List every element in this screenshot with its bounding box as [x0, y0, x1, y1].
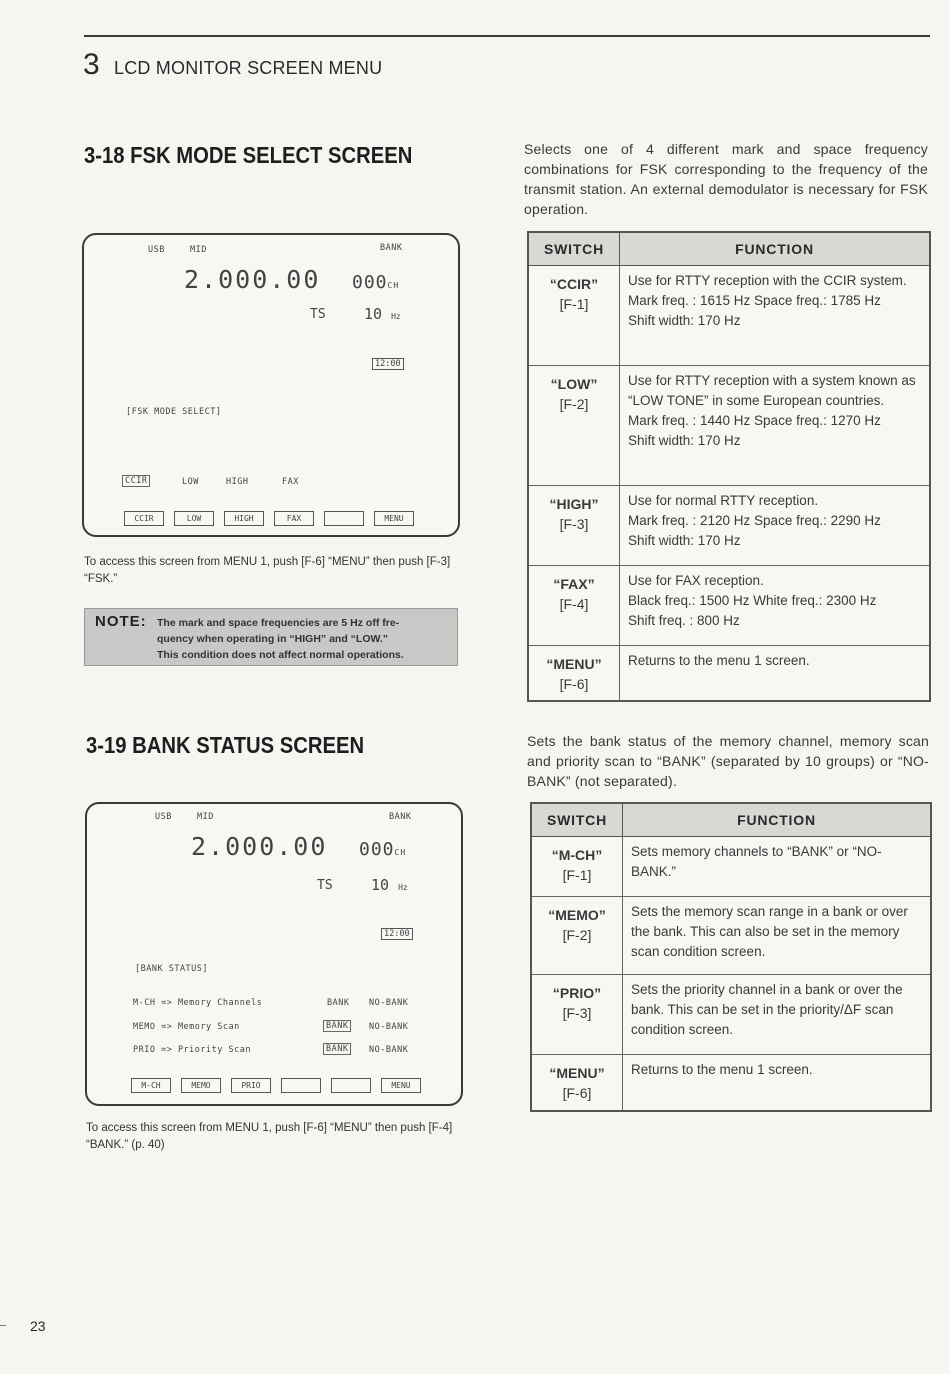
chapter-number: 3 — [83, 48, 100, 81]
lcd-key-f6: MENU — [374, 511, 414, 526]
lcd-row-label: M-CH => Memory Channels — [133, 998, 263, 1008]
table-row: “LOW” [F-2] Use for RTTY reception with a system known as “LOW TONE” in some European countries. Mark freq. : 1440 Hz Space freq.: 1270 Hz Shift width: 170 Hz — [528, 366, 930, 486]
lcd-key-f3: PRIO — [231, 1078, 271, 1093]
table-row: “MENU” [F-6] Returns to the menu 1 screen. — [531, 1055, 931, 1111]
lcd-row-opt-bank: BANK — [327, 998, 350, 1008]
margin-mark — [0, 1325, 6, 1326]
chapter-title: LCD MONITOR SCREEN MENU — [114, 58, 383, 78]
lcd-ts-label: TS — [310, 307, 326, 322]
table-header-row — [531, 803, 931, 837]
note-label: NOTE: — [95, 613, 147, 630]
table-row: “PRIO” [F-3] Sets the priority channel in a bank or over the bank. This can be set in the priority/ΔF scan condition screen. — [531, 975, 931, 1055]
lcd-key-f3: HIGH — [224, 511, 264, 526]
table-row: “CCIR” [F-1] Use for RTTY reception with the CCIR system. Mark freq. : 1615 Hz Space freq.: 1785 Hz Shift width: 170 Hz — [528, 266, 930, 366]
section-title-fsk: 3-18 FSK MODE SELECT SCREEN — [84, 142, 413, 168]
table-row: “FAX” [F-4] Use for FAX reception. Black freq.: 1500 Hz White freq.: 2300 Hz Shift freq. : 800 Hz — [528, 566, 930, 646]
fsk-access-text: To access this screen from MENU 1, push [F-6] “MENU” then push [F-3] “FSK.” — [84, 556, 451, 585]
lcd-bank: BANK — [380, 243, 403, 253]
lcd-option-high: HIGH — [226, 477, 249, 487]
lcd-screen-name: [BANK STATUS] — [135, 964, 209, 974]
lcd-frequency: 2.000.00 — [191, 832, 328, 861]
lcd-key-f2: MEMO — [181, 1078, 221, 1093]
lcd-option-low: LOW — [182, 477, 199, 487]
lcd-row-opt-nobank: NO-BANK — [369, 998, 409, 1008]
lcd-channel: 000CH — [359, 839, 407, 860]
lcd-row-opt-nobank: NO-BANK — [369, 1045, 409, 1055]
lcd-key-f6: MENU — [381, 1078, 421, 1093]
header-rule — [84, 35, 930, 37]
lcd-vfo: MID — [190, 245, 207, 255]
note-box — [84, 608, 458, 666]
lcd-key-f5 — [324, 511, 364, 526]
lcd-key-f4 — [281, 1078, 321, 1093]
lcd-bank: BANK — [389, 812, 412, 822]
bank-lcd-screen — [85, 802, 463, 1106]
section-title-bank: 3-19 BANK STATUS SCREEN — [86, 732, 365, 758]
lcd-option-fax: FAX — [282, 477, 299, 487]
col-switch: SWITCH — [528, 232, 620, 266]
lcd-ts-value: 10 Hz — [364, 305, 401, 323]
lcd-option-ccir: CCIR — [122, 475, 150, 487]
lcd-channel: 000CH — [352, 272, 400, 293]
lcd-row-opt-bank: BANK — [323, 1043, 351, 1055]
note-text: The mark and space frequencies are 5 Hz off fre- quency when operating in “HIGH” and “LOW.” This condition does not affect normal operations. — [157, 617, 404, 661]
table-row: “MENU” [F-6] Returns to the menu 1 screen. — [528, 646, 930, 701]
lcd-ts-label: TS — [317, 878, 333, 893]
fsk-lcd-screen — [82, 233, 460, 537]
fsk-switch-table — [527, 231, 931, 702]
table-header-row — [528, 232, 930, 266]
col-switch: SWITCH — [531, 803, 623, 837]
lcd-ts-value: 10 Hz — [371, 876, 408, 894]
fsk-intro: Selects one of 4 different mark and space frequency combinations for FSK corresponding to the frequency of the transmit station. An external demodulator is necessary for FSK operation. — [524, 141, 928, 217]
lcd-frequency: 2.000.00 — [184, 265, 321, 294]
lcd-screen-name: [FSK MODE SELECT] — [126, 407, 222, 417]
lcd-row-label: MEMO => Memory Scan — [133, 1022, 240, 1032]
lcd-key-f2: LOW — [174, 511, 214, 526]
lcd-key-f5 — [331, 1078, 371, 1093]
lcd-mode: USB — [155, 812, 172, 822]
bank-access-text: To access this screen from MENU 1, push [F-6] “MENU” then push [F-4] “BANK.” (p. 40) — [86, 1122, 453, 1151]
col-function: FUNCTION — [620, 232, 931, 266]
lcd-row-opt-nobank: NO-BANK — [369, 1022, 409, 1032]
lcd-row-label: PRIO => Priority Scan — [133, 1045, 251, 1055]
lcd-mode: USB — [148, 245, 165, 255]
bank-intro: Sets the bank status of the memory channel, memory scan and priority scan to “BANK” (separated by 10 groups) or “NO-BANK” (not separated). — [527, 733, 929, 789]
col-function: FUNCTION — [623, 803, 932, 837]
lcd-vfo: MID — [197, 812, 214, 822]
lcd-clock: 12:00 — [372, 358, 404, 370]
table-row: “HIGH” [F-3] Use for normal RTTY reception. Mark freq. : 2120 Hz Space freq.: 2290 Hz Shift width: 170 Hz — [528, 486, 930, 566]
lcd-key-f1: CCIR — [124, 511, 164, 526]
table-row: “MEMO” [F-2] Sets the memory scan range in a bank or over the bank. This can also be set in the memory scan condition screen. — [531, 897, 931, 975]
lcd-row-opt-bank: BANK — [323, 1020, 351, 1032]
table-row: “M-CH” [F-1] Sets memory channels to “BANK” or “NO-BANK.” — [531, 837, 931, 897]
lcd-key-f1: M-CH — [131, 1078, 171, 1093]
lcd-clock: 12:00 — [381, 928, 413, 940]
lcd-key-f4: FAX — [274, 511, 314, 526]
page-number: 23 — [30, 1318, 46, 1334]
bank-switch-table — [530, 802, 932, 1112]
